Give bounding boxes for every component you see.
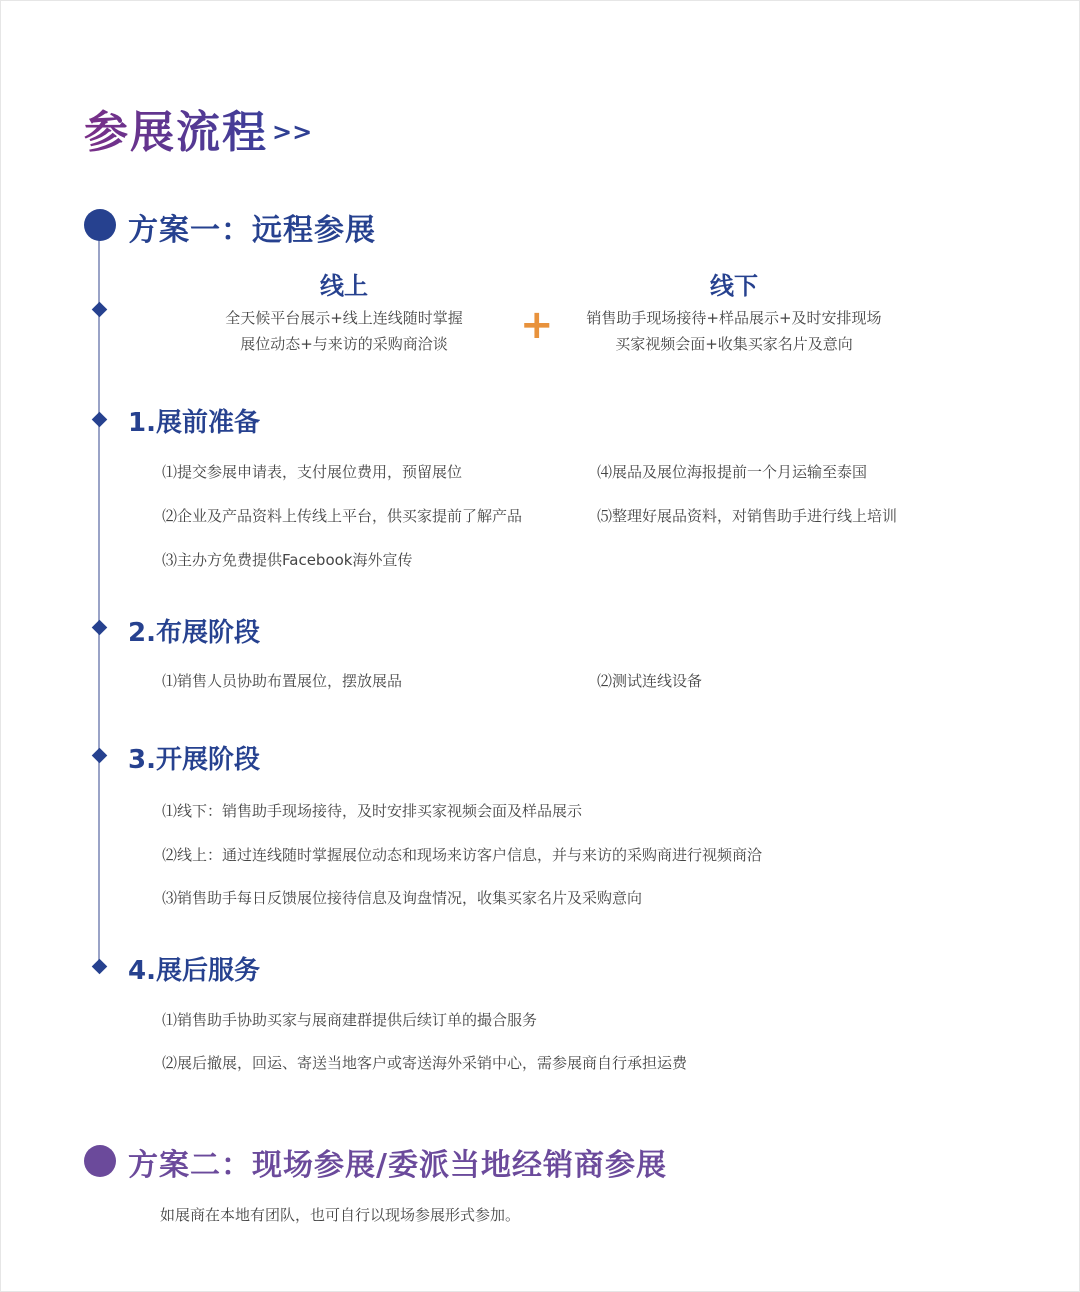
list-item: ⑶销售助手每日反馈展位接待信息及询盘情况，收集买家名片及采购意向 — [162, 889, 643, 907]
list-item: ⑶主办方免费提供Facebook海外宣传 — [162, 551, 413, 569]
list-item: ⑴销售助手协助买家与展商建群提供后续订单的撮合服务 — [162, 1011, 538, 1029]
list-item: ⑵线上：通过连线随时掌握展位动态和现场来访客户信息，并与来访的采购商进行视频商洽 — [162, 846, 763, 864]
list-item: ⑸整理好展品资料，对销售助手进行线上培训 — [597, 507, 898, 525]
online-description — [194, 305, 494, 357]
section-title-setup: 2.布展阶段 — [128, 618, 260, 648]
list-item: ⑴提交参展申请表，支付展位费用，预留展位 — [162, 463, 463, 481]
online-line-2: 展位动态+与来访的采购商洽谈 — [240, 335, 448, 353]
timeline-line — [98, 226, 100, 966]
offline-description — [574, 305, 894, 357]
list-item: ⑴线下：销售助手现场接待，及时安排买家视频会面及样品展示 — [162, 802, 583, 820]
list-item: ⑵展后撤展，回运、寄送当地客户或寄送海外采销中心，需参展商自行承担运费 — [162, 1054, 688, 1072]
section-title-exhibition: 3.开展阶段 — [128, 745, 260, 775]
plus-icon: + — [520, 302, 554, 348]
plan1-bullet-icon — [84, 209, 116, 241]
plan2-title: 方案二：现场参展/委派当地经销商参展 — [128, 1148, 667, 1183]
page-title: 参展流程 — [84, 96, 268, 160]
online-heading: 线上 — [320, 272, 368, 300]
plan1-title: 方案一：远程参展 — [128, 213, 376, 248]
plan2-bullet-icon — [84, 1145, 116, 1177]
list-item: ⑵测试连线设备 — [597, 672, 703, 690]
list-item: ⑵企业及产品资料上传线上平台，供买家提前了解产品 — [162, 507, 523, 525]
offline-line-1: 销售助手现场接待+样品展示+及时安排现场 — [586, 309, 882, 327]
list-item: ⑴销售人员协助布置展位，摆放展品 — [162, 672, 403, 690]
plan2-description: 如展商在本地有团队，也可自行以现场参展形式参加。 — [160, 1206, 521, 1224]
title-arrows-icon: >> — [272, 118, 313, 146]
offline-line-2: 买家视频会面+收集买家名片及意向 — [615, 335, 853, 353]
offline-heading: 线下 — [710, 272, 758, 300]
section-title-after-service: 4.展后服务 — [128, 956, 260, 986]
section-title-prep: 1.展前准备 — [128, 408, 260, 438]
list-item: ⑷展品及展位海报提前一个月运输至泰国 — [597, 463, 868, 481]
online-line-1: 全天候平台展示+线上连线随时掌握 — [225, 309, 463, 327]
